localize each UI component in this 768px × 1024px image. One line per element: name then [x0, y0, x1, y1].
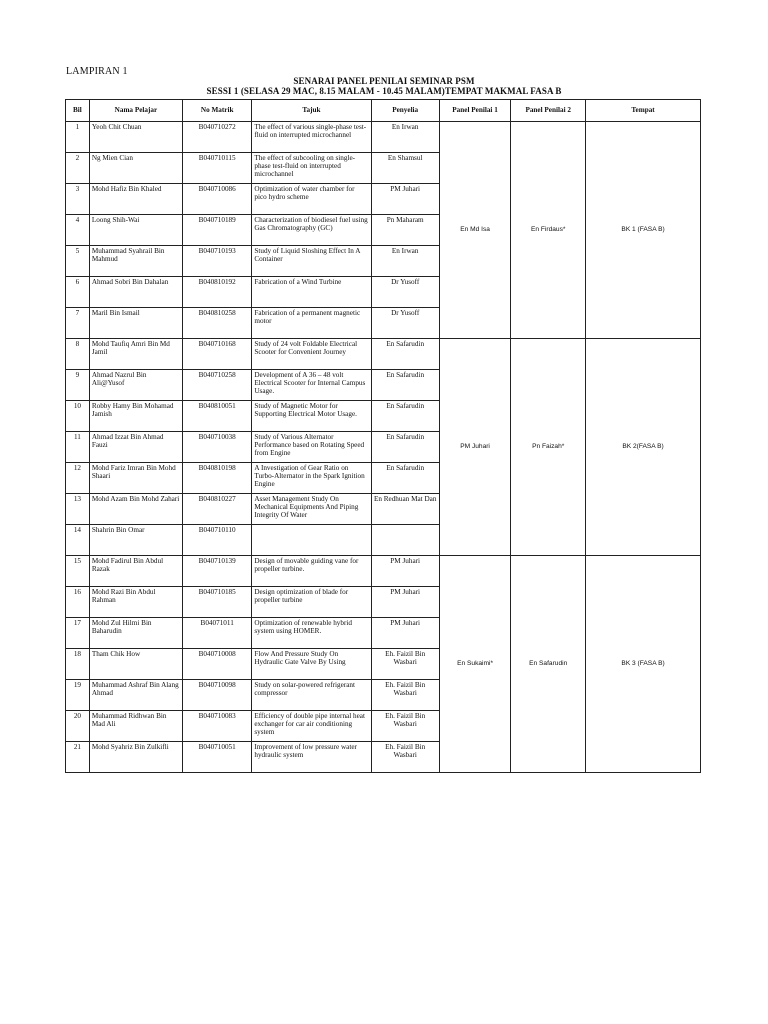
table-row	[66, 122, 701, 153]
group-panel-penilai-2: En Safarudin	[511, 556, 586, 773]
document-title: SENARAI PANEL PENILAI SEMINAR PSM	[293, 76, 475, 86]
group-tempat: BK 2(FASA B)	[586, 339, 701, 556]
table-body	[66, 122, 701, 773]
appendix-label: LAMPIRAN 1	[66, 66, 128, 77]
row-tajuk: Efficiency of double pipe internal heat exchanger for car air conditioning system	[252, 711, 371, 742]
row-penyelia: En Safarudin	[371, 401, 439, 432]
row-penyelia: PM Juhari	[371, 184, 439, 215]
row-bil: 11	[66, 432, 90, 463]
row-bil: 20	[66, 711, 90, 742]
row-penyelia: En Redhuan Mat Dan	[371, 494, 439, 525]
row-nama-pelajar: Ahmad Sobri Bin Dahalan	[89, 277, 182, 308]
row-penyelia: En Safarudin	[371, 339, 439, 370]
row-nama-pelajar: Ahmad Izzat Bin Ahmad Fauzi	[89, 432, 182, 463]
row-nama-pelajar: Mohd Taufiq Amri Bin Md Jamil	[89, 339, 182, 370]
row-no-matrik: B040810227	[183, 494, 252, 525]
row-nama-pelajar: Ng Mien Cian	[89, 153, 182, 184]
row-bil: 10	[66, 401, 90, 432]
group-panel-penilai-2: Pn Faizah*	[511, 339, 586, 556]
row-nama-pelajar: Mohd Hafiz Bin Khaled	[89, 184, 182, 215]
row-no-matrik: B040710110	[183, 525, 252, 556]
row-tajuk: Characterization of biodiesel fuel using Gas Chromatography (GC)	[252, 215, 371, 246]
group-tempat: BK 1 (FASA B)	[586, 122, 701, 339]
row-penyelia: En Irwan	[371, 246, 439, 277]
row-nama-pelajar: Muhammad Syahrail Bin Mahmud	[89, 246, 182, 277]
row-nama-pelajar: Mohd Fariz Imran Bin Mohd Shaari	[89, 463, 182, 494]
col-bil: Bil	[66, 100, 90, 122]
col-tempat: Tempat	[586, 100, 701, 122]
row-no-matrik: B040810051	[183, 401, 252, 432]
row-bil: 14	[66, 525, 90, 556]
row-no-matrik: B040710086	[183, 184, 252, 215]
row-nama-pelajar: Maril Bin Ismail	[89, 308, 182, 339]
row-bil: 8	[66, 339, 90, 370]
row-nama-pelajar: Muhammad Ridhwan Bin Mad Ali	[89, 711, 182, 742]
table-header-row	[66, 100, 701, 122]
row-nama-pelajar: Mohd Azam Bin Mohd Zahari	[89, 494, 182, 525]
row-bil: 17	[66, 618, 90, 649]
panel-table	[65, 99, 701, 773]
group-panel-penilai-1: PM Juhari	[439, 339, 511, 556]
row-penyelia: En Shamsul	[371, 153, 439, 184]
row-bil: 21	[66, 742, 90, 773]
row-bil: 3	[66, 184, 90, 215]
row-nama-pelajar: Mohd Fadirul Bin Abdul Razak	[89, 556, 182, 587]
row-penyelia: Eh. Faizil Bin Wasbari	[371, 742, 439, 773]
row-no-matrik: B040710083	[183, 711, 252, 742]
row-bil: 4	[66, 215, 90, 246]
row-tajuk: Study of Magnetic Motor for Supporting Electrical Motor Usage.	[252, 401, 371, 432]
row-no-matrik: B040710008	[183, 649, 252, 680]
row-nama-pelajar: Muhammad Ashraf Bin Alang Ahmad	[89, 680, 182, 711]
col-penyelia: Penyelia	[371, 100, 439, 122]
row-bil: 16	[66, 587, 90, 618]
row-penyelia: En Irwan	[371, 122, 439, 153]
row-tajuk: Design optimization of blade for propeller turbine	[252, 587, 371, 618]
row-nama-pelajar: Ahmad Nazrul Bin Ali@Yusof	[89, 370, 182, 401]
row-nama-pelajar: Shahrin Bin Omar	[89, 525, 182, 556]
row-no-matrik: B040710258	[183, 370, 252, 401]
table-row	[66, 556, 701, 587]
row-penyelia: En Safarudin	[371, 463, 439, 494]
row-bil: 5	[66, 246, 90, 277]
row-tajuk: The effect of various single-phase test-fluid on interrupted microchannel	[252, 122, 371, 153]
row-penyelia: PM Juhari	[371, 556, 439, 587]
group-tempat: BK 3 (FASA B)	[586, 556, 701, 773]
row-bil: 2	[66, 153, 90, 184]
row-nama-pelajar: Yeoh Chit Chuan	[89, 122, 182, 153]
row-tajuk: Asset Management Study On Mechanical Equipments And Piping Integrity Of Water	[252, 494, 371, 525]
row-nama-pelajar: Mohd Zul Hilmi Bin Baharudin	[89, 618, 182, 649]
row-no-matrik: B040710051	[183, 742, 252, 773]
col-tajuk: Tajuk	[252, 100, 371, 122]
col-nama-pelajar: Nama Pelajar	[89, 100, 182, 122]
row-tajuk: The effect of subcooling on single-phase test-fluid on interrupted microchannel	[252, 153, 371, 184]
row-tajuk: Study of Liquid Sloshing Effect In A Container	[252, 246, 371, 277]
row-bil: 12	[66, 463, 90, 494]
row-tajuk: Fabrication of a Wind Turbine	[252, 277, 371, 308]
row-no-matrik: B040810192	[183, 277, 252, 308]
row-penyelia	[371, 525, 439, 556]
row-bil: 9	[66, 370, 90, 401]
group-panel-penilai-1: En Md Isa	[439, 122, 511, 339]
row-nama-pelajar: Robby Hamy Bin Mohamad Jamish	[89, 401, 182, 432]
row-tajuk: Flow And Pressure Study On Hydraulic Gate Valve By Using	[252, 649, 371, 680]
row-no-matrik: B040710038	[183, 432, 252, 463]
row-penyelia: En Safarudin	[371, 370, 439, 401]
row-penyelia: En Safarudin	[371, 432, 439, 463]
row-no-matrik: B040710193	[183, 246, 252, 277]
row-no-matrik: B040710139	[183, 556, 252, 587]
row-penyelia: PM Juhari	[371, 618, 439, 649]
row-penyelia: Dr Yusoff	[371, 277, 439, 308]
table-row	[66, 339, 701, 370]
row-bil: 13	[66, 494, 90, 525]
session-subtitle: SESSI 1 (SELASA 29 MAC, 8.15 MALAM - 10.45 MALAM)TEMPAT MAKMAL FASA B	[206, 86, 562, 96]
row-tajuk: Improvement of low pressure water hydraulic system	[252, 742, 371, 773]
row-tajuk: Development of A 36 – 48 volt Electrical Scooter for Internal Campus Usage.	[252, 370, 371, 401]
row-no-matrik: B040810198	[183, 463, 252, 494]
row-penyelia: Dr Yusoff	[371, 308, 439, 339]
row-tajuk	[252, 525, 371, 556]
row-tajuk: Optimization of water chamber for pico hydro scheme	[252, 184, 371, 215]
col-panel-penilai-2: Panel Penilai 2	[511, 100, 586, 122]
row-no-matrik: B040710189	[183, 215, 252, 246]
row-penyelia: Eh. Faizil Bin Wasbari	[371, 711, 439, 742]
row-penyelia: Eh. Faizil Bin Wasbari	[371, 680, 439, 711]
row-no-matrik: B040710168	[183, 339, 252, 370]
row-no-matrik: B04071011	[183, 618, 252, 649]
row-tajuk: A Investigation of Gear Ratio on Turbo-Alternator in the Spark Ignition Engine	[252, 463, 371, 494]
col-panel-penilai-1: Panel Penilai 1	[439, 100, 511, 122]
row-tajuk: Study of 24 volt Foldable Electrical Scooter for Convenient Journey	[252, 339, 371, 370]
row-nama-pelajar: Tham Chik How	[89, 649, 182, 680]
col-no-matrik: No Matrik	[183, 100, 252, 122]
row-penyelia: Eh. Faizil Bin Wasbari	[371, 649, 439, 680]
row-tajuk: Fabrication of a permanent magnetic motor	[252, 308, 371, 339]
group-panel-penilai-1: En Sukaimi*	[439, 556, 511, 773]
row-tajuk: Study on solar-powered refrigerant compressor	[252, 680, 371, 711]
row-nama-pelajar: Mohd Razi Bin Abdul Rahman	[89, 587, 182, 618]
row-no-matrik: B040710098	[183, 680, 252, 711]
row-bil: 1	[66, 122, 90, 153]
row-bil: 19	[66, 680, 90, 711]
row-bil: 18	[66, 649, 90, 680]
row-no-matrik: B040710272	[183, 122, 252, 153]
row-no-matrik: B040710115	[183, 153, 252, 184]
row-bil: 6	[66, 277, 90, 308]
row-penyelia: PM Juhari	[371, 587, 439, 618]
row-tajuk: Design of movable guiding vane for propeller turbine.	[252, 556, 371, 587]
row-bil: 7	[66, 308, 90, 339]
row-no-matrik: B040710185	[183, 587, 252, 618]
row-nama-pelajar: Loong Shih-Wai	[89, 215, 182, 246]
row-bil: 15	[66, 556, 90, 587]
row-tajuk: Study of Various Alternator Performance based on Rotating Speed from Engine	[252, 432, 371, 463]
group-panel-penilai-2: En Firdaus*	[511, 122, 586, 339]
row-tajuk: Optimization of renewable hybrid system using HOMER.	[252, 618, 371, 649]
row-no-matrik: B040810258	[183, 308, 252, 339]
row-nama-pelajar: Mohd Syahriz Bin Zulkifli	[89, 742, 182, 773]
row-penyelia: Pn Maharam	[371, 215, 439, 246]
